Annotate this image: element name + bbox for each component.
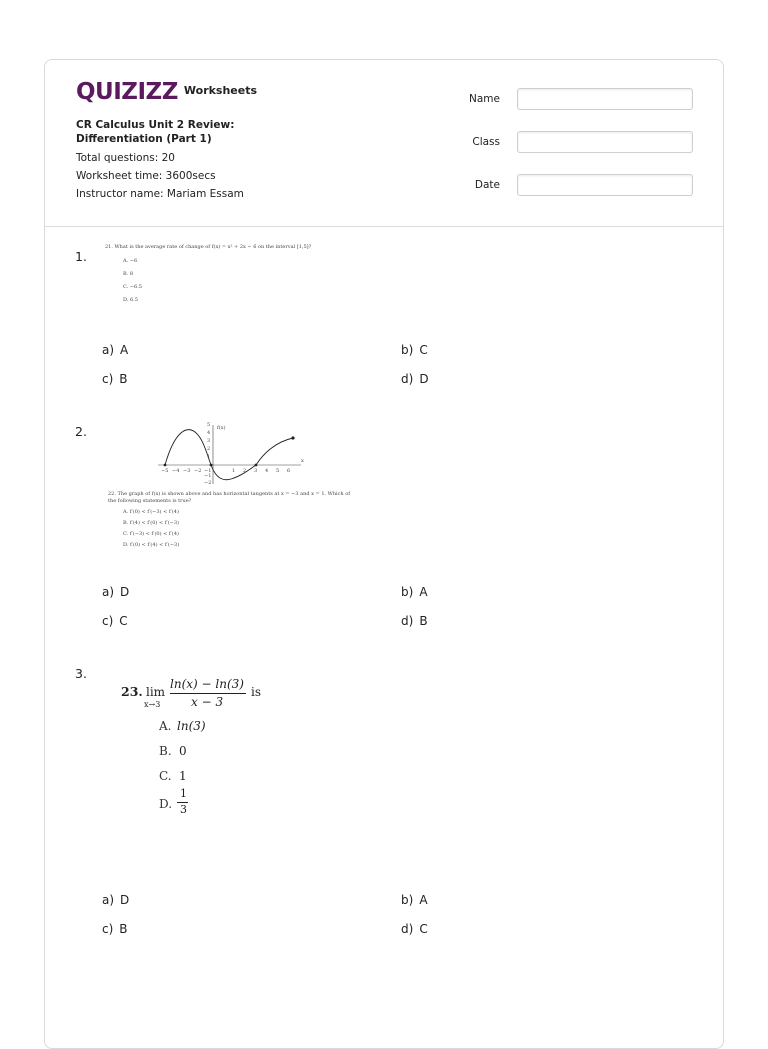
y-tick: 4	[207, 430, 211, 436]
x-tick: −1	[204, 468, 212, 474]
instructor-name: Instructor name: Mariam Essam	[76, 188, 244, 200]
y-tick: −2	[204, 480, 212, 486]
choice-value: 1	[179, 769, 187, 783]
fraction-bar	[170, 693, 246, 694]
choice-value: ln(3)	[177, 719, 206, 733]
name-field-row	[464, 88, 693, 110]
question-number: 3.	[75, 666, 87, 681]
logo-product: Worksheets	[183, 84, 258, 97]
y-tick: 1	[207, 454, 211, 460]
x-tick: 4	[265, 468, 269, 474]
answer-option-b[interactable]: b) A	[401, 585, 428, 599]
x-tick: 6	[287, 468, 291, 474]
answer-option-a[interactable]: a) A	[102, 343, 129, 357]
answer-option-b[interactable]: b) C	[401, 343, 428, 357]
question-image	[103, 420, 355, 556]
choice-text: B. f′(4) < f′(0) < f′(−3)	[123, 520, 179, 526]
x-tick: 2	[243, 468, 247, 474]
worksheet-meta	[76, 118, 316, 203]
date-input[interactable]	[517, 174, 693, 196]
fraction-denominator: x − 3	[191, 695, 224, 709]
worksheet-time: Worksheet time: 3600secs	[76, 170, 216, 182]
question-label: 23.	[121, 684, 143, 699]
limit-subscript: x→3	[144, 700, 161, 709]
y-tick: 3	[207, 438, 211, 444]
choice-label: B.	[159, 744, 172, 758]
choice-text: A. −6	[123, 258, 138, 264]
question-prompt: 22. The graph of f(x) is shown above and has horizontal tangents at x = −3 and x = 1. Which of	[108, 491, 351, 497]
x-tick: −4	[172, 468, 180, 474]
x-tick: 1	[232, 468, 236, 474]
y-tick: 2	[207, 446, 211, 452]
answer-option-c[interactable]: c) B	[102, 372, 128, 386]
worksheet-card	[44, 59, 724, 1049]
question-tail: is	[251, 685, 261, 699]
choice-value: 0	[179, 744, 187, 758]
question-number: 1.	[75, 249, 87, 264]
choice-text: B. 8	[123, 271, 134, 277]
quizizz-logo	[76, 79, 257, 105]
fraction-numerator: 1	[180, 787, 187, 800]
question-image	[115, 674, 295, 824]
x-tick: −3	[183, 468, 191, 474]
answer-option-d[interactable]: d) D	[401, 372, 429, 386]
limit-symbol: lim	[146, 685, 166, 699]
choice-label: D.	[159, 797, 173, 811]
worksheet-title: CR Calculus Unit 2 Review: Differentiation (Part 1)	[76, 119, 235, 145]
function-graph	[103, 420, 355, 490]
choice-text: C. −6.5	[123, 284, 142, 290]
date-field-row	[464, 174, 693, 196]
x-tick: 5	[276, 468, 280, 474]
graph-x-label: x	[301, 458, 304, 464]
worksheet-header	[45, 60, 723, 227]
choice-text: A. f′(0) < f′(−3) < f′(4)	[123, 509, 179, 515]
question-prompt: the following statements is true?	[108, 498, 192, 504]
question-prompt: 21. What is the average rate of change of f(x) = x² + 2x − 6 on the interval [1,5]?	[105, 244, 312, 250]
choice-text: C. f′(−3) < f′(0) < f′(4)	[123, 531, 179, 537]
answer-option-a[interactable]: a) D	[102, 893, 130, 907]
choice-text: D. f′(0) < f′(4) < f′(−3)	[123, 542, 180, 548]
question-image	[101, 238, 353, 312]
x-tick: 3	[254, 468, 258, 474]
class-label: Class	[472, 136, 500, 148]
fraction-numerator: ln(x) − ln(3)	[170, 677, 244, 691]
name-input[interactable]	[517, 88, 693, 110]
name-label: Name	[469, 93, 500, 105]
x-tick: −5	[161, 468, 169, 474]
answer-option-a[interactable]: a) D	[102, 585, 130, 599]
choice-label: C.	[159, 769, 172, 783]
class-field-row	[464, 131, 693, 153]
x-tick: −2	[194, 468, 202, 474]
y-tick: −1	[204, 473, 212, 479]
graph-axis-label: f(x)	[217, 425, 226, 431]
question-number: 2.	[75, 424, 87, 439]
date-label: Date	[474, 179, 500, 191]
answer-option-d[interactable]: d) B	[401, 614, 428, 628]
choice-text: D. 6.5	[123, 297, 138, 303]
logo-wordmark: QUIZIZZ	[76, 79, 178, 105]
choice-label: A.	[159, 719, 172, 733]
y-tick: 5	[207, 422, 211, 428]
answer-option-b[interactable]: b) A	[401, 893, 428, 907]
class-input[interactable]	[517, 131, 693, 153]
fraction-denominator: 3	[180, 803, 187, 816]
answer-option-c[interactable]: c) B	[102, 922, 128, 936]
answer-option-c[interactable]: c) C	[102, 614, 128, 628]
answer-option-d[interactable]: d) C	[401, 922, 428, 936]
total-questions: Total questions: 20	[76, 152, 175, 164]
